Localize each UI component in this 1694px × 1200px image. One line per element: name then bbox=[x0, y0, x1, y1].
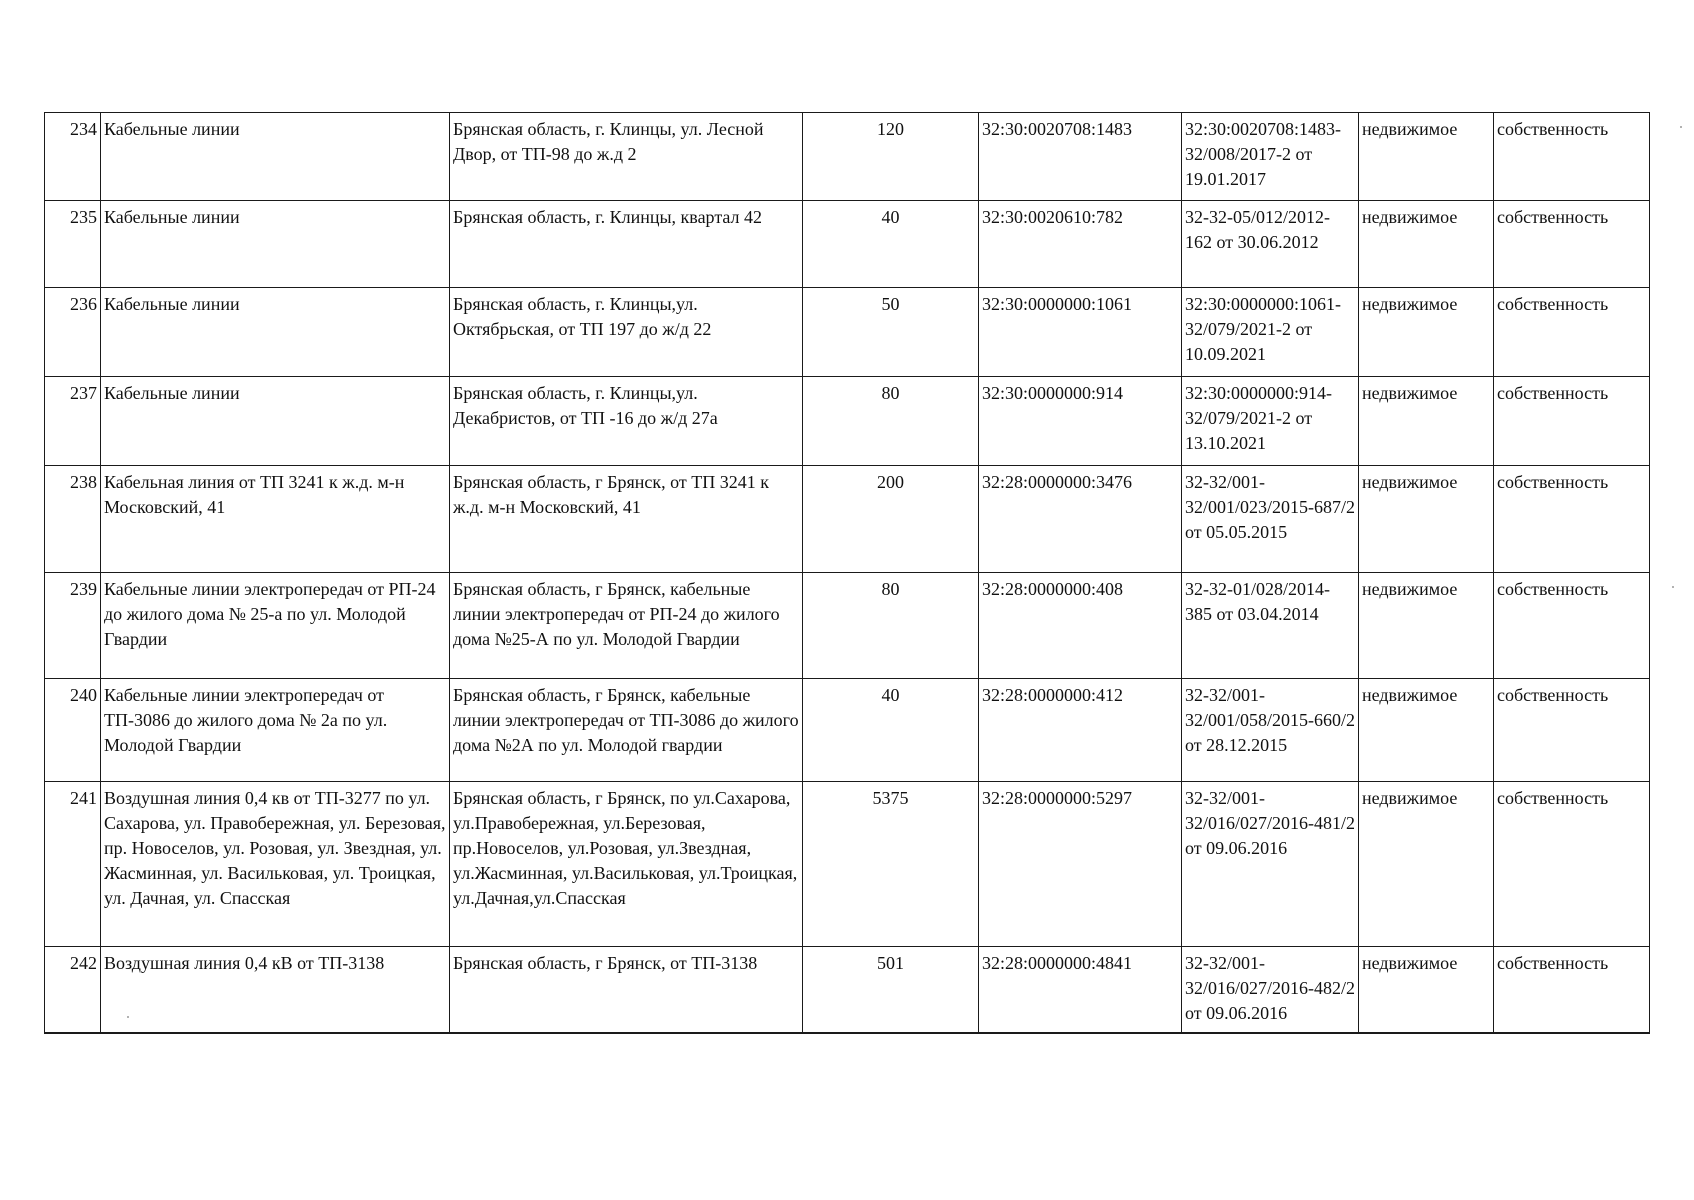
object-name: Кабельные линии электропередач от ТП-3086 до жилого дома № 2а по ул. Молодой Гвардии bbox=[101, 679, 450, 782]
object-length: 40 bbox=[803, 679, 979, 782]
object-name: Кабельные линии bbox=[101, 288, 450, 377]
object-address: Брянская область, г Брянск, кабельные линии электропередач от РП-24 до жилого дома №25-А по ул. Молодой Гвардии bbox=[450, 573, 803, 679]
property-type: недвижимое bbox=[1359, 573, 1494, 679]
property-type: недвижимое bbox=[1359, 679, 1494, 782]
object-name: Кабельная линия от ТП 3241 к ж.д. м-н Московский, 41 bbox=[101, 466, 450, 573]
row-number: 235 bbox=[45, 201, 101, 288]
cadastral-number: 32:28:0000000:3476 bbox=[979, 466, 1182, 573]
property-type: недвижимое bbox=[1359, 113, 1494, 201]
registration-record-text: 32-32/001-32/016/027/2016-482/2 от 09.06.2016 bbox=[1185, 953, 1355, 1023]
object-name: Кабельные линии bbox=[101, 201, 450, 288]
cadastral-number: 32:28:0000000:4841 bbox=[979, 947, 1182, 1033]
object-name: Воздушная линия 0,4 кв от ТП-3277 по ул. Сахарова, ул. Правобережная, ул. Березовая, пр. Новоселов, ул. Розовая, ул. Звездная, ул. Жасминная, ул. Васильковая, ул. Троицкая, ул. Дачная, ул. Спасская bbox=[101, 782, 450, 947]
right-type: собственность bbox=[1494, 679, 1650, 782]
object-length: 50 bbox=[803, 288, 979, 377]
object-length: 80 bbox=[803, 573, 979, 679]
row-number: 237 bbox=[45, 377, 101, 466]
registration-record bbox=[1182, 947, 1359, 1033]
row-number: 239 bbox=[45, 573, 101, 679]
row-number: 236 bbox=[45, 288, 101, 377]
row-number: 241 bbox=[45, 782, 101, 947]
registration-record: 32:30:0000000:914-32/079/2021-2 от 13.10.2021 bbox=[1182, 377, 1359, 466]
table-row bbox=[45, 201, 1650, 288]
scan-speck bbox=[1672, 586, 1674, 588]
table-row bbox=[45, 113, 1650, 201]
cadastral-number: 32:30:0020708:1483 bbox=[979, 113, 1182, 201]
right-type: собственность bbox=[1494, 201, 1650, 288]
object-name: Кабельные линии bbox=[101, 377, 450, 466]
property-type: недвижимое bbox=[1359, 466, 1494, 573]
row-number: 234 bbox=[45, 113, 101, 201]
scan-speck bbox=[1680, 126, 1682, 128]
right-type: собственность bbox=[1494, 573, 1650, 679]
cadastral-number: 32:30:0000000:1061 bbox=[979, 288, 1182, 377]
object-length: 200 bbox=[803, 466, 979, 573]
cadastral-number: 32:28:0000000:5297 bbox=[979, 782, 1182, 947]
property-registry-table bbox=[44, 112, 1650, 1034]
registration-record: 32-32/001-32/001/058/2015-660/2 от 28.12.2015 bbox=[1182, 679, 1359, 782]
right-type: собственность bbox=[1494, 113, 1650, 201]
right-type: собственность bbox=[1494, 947, 1650, 1033]
registration-record: 32-32/001-32/016/027/2016-481/2 от 09.06.2016 bbox=[1182, 782, 1359, 947]
property-type: недвижимое bbox=[1359, 947, 1494, 1033]
registration-record: 32:30:0020708:1483-32/008/2017-2 от 19.01.2017 bbox=[1182, 113, 1359, 201]
object-address: Брянская область, г. Клинцы, ул. Лесной Двор, от ТП-98 до ж.д 2 bbox=[450, 113, 803, 201]
object-address: Брянская область, г. Клинцы,ул. Декабристов, от ТП -16 до ж/д 27а bbox=[450, 377, 803, 466]
object-name: Воздушная линия 0,4 кВ от ТП-3138 bbox=[101, 947, 450, 1033]
row-number: 240 bbox=[45, 679, 101, 782]
table-row bbox=[45, 573, 1650, 679]
object-length: 501 bbox=[803, 947, 979, 1033]
cadastral-number: 32:28:0000000:408 bbox=[979, 573, 1182, 679]
object-address: Брянская область, г Брянск, кабельные линии электропередач от ТП-3086 до жилого дома №2А по ул. Молодой гвардии bbox=[450, 679, 803, 782]
registration-record: 32-32-01/028/2014-385 от 03.04.2014 bbox=[1182, 573, 1359, 679]
table-row bbox=[45, 466, 1650, 573]
table-row bbox=[45, 947, 1650, 1033]
right-type: собственность bbox=[1494, 466, 1650, 573]
object-address: Брянская область, г Брянск, от ТП 3241 к ж.д. м-н Московский, 41 bbox=[450, 466, 803, 573]
registration-record: 32-32/001-32/001/023/2015-687/2 от 05.05.2015 bbox=[1182, 466, 1359, 573]
object-address: Брянская область, г Брянск, по ул.Сахарова, ул.Правобережная, ул.Березовая, пр.Новоселов, ул.Розовая, ул.Звездная, ул.Жасминная, ул.Васильковая, ул.Троицкая, ул.Дачная,ул.Спасская bbox=[450, 782, 803, 947]
row-number: 238 bbox=[45, 466, 101, 573]
object-length: 80 bbox=[803, 377, 979, 466]
registration-record: 32:30:0000000:1061-32/079/2021-2 от 10.09.2021 bbox=[1182, 288, 1359, 377]
right-type: собственность bbox=[1494, 288, 1650, 377]
scan-speck bbox=[127, 1016, 129, 1018]
table-row bbox=[45, 679, 1650, 782]
property-type: недвижимое bbox=[1359, 288, 1494, 377]
right-type: собственность bbox=[1494, 377, 1650, 466]
cadastral-number: 32:28:0000000:412 bbox=[979, 679, 1182, 782]
object-length: 40 bbox=[803, 201, 979, 288]
object-name: Кабельные линии bbox=[101, 113, 450, 201]
property-type: недвижимое bbox=[1359, 782, 1494, 947]
table-row bbox=[45, 782, 1650, 947]
row-number: 242 bbox=[45, 947, 101, 1033]
object-address: Брянская область, г Брянск, от ТП-3138 bbox=[450, 947, 803, 1033]
cadastral-number: 32:30:0020610:782 bbox=[979, 201, 1182, 288]
registration-record: 32-32-05/012/2012-162 от 30.06.2012 bbox=[1182, 201, 1359, 288]
right-type: собственность bbox=[1494, 782, 1650, 947]
table-row bbox=[45, 288, 1650, 377]
object-address: Брянская область, г. Клинцы,ул. Октябрьская, от ТП 197 до ж/д 22 bbox=[450, 288, 803, 377]
object-address: Брянская область, г. Клинцы, квартал 42 bbox=[450, 201, 803, 288]
registry-sheet bbox=[44, 112, 1649, 1034]
object-length: 5375 bbox=[803, 782, 979, 947]
object-name: Кабельные линии электропередач от РП-24 до жилого дома № 25-а по ул. Молодой Гвардии bbox=[101, 573, 450, 679]
property-type: недвижимое bbox=[1359, 201, 1494, 288]
cadastral-number: 32:30:0000000:914 bbox=[979, 377, 1182, 466]
property-type: недвижимое bbox=[1359, 377, 1494, 466]
object-length: 120 bbox=[803, 113, 979, 201]
table-row bbox=[45, 377, 1650, 466]
